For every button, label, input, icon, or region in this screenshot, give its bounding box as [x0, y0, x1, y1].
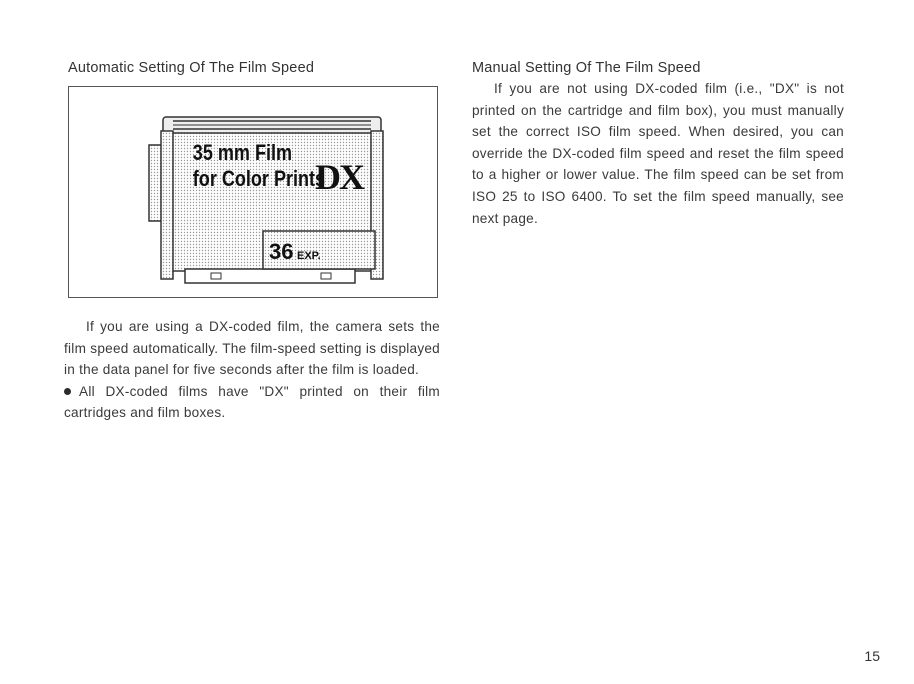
left-column: [64, 58, 440, 424]
dx-logo: DX: [315, 157, 363, 197]
auto-setting-body: [64, 316, 440, 424]
exposure-count: 36: [269, 239, 294, 264]
exposure-unit: EXP.: [297, 250, 321, 262]
page-number: 15: [864, 648, 880, 664]
film-label-line1: 35 mm Film: [192, 141, 293, 166]
bullet-icon: [64, 388, 71, 395]
auto-setting-bullet: [64, 381, 440, 424]
right-column: [472, 58, 844, 229]
film-cartridge-illustration: [69, 87, 439, 299]
bullet-text: All DX-coded films have "DX" printed on their film cartridges and film boxes.: [64, 383, 440, 421]
auto-setting-heading: Automatic Setting Of The Film Speed: [68, 60, 315, 76]
auto-setting-paragraph: If you are using a DX-coded film, the camera sets the film speed automatically. The film-speed setting is displayed in the data panel for five seconds after the film is loaded.: [64, 319, 440, 378]
film-cartridge-figure: [68, 86, 438, 298]
film-label-line2: for Color Prints: [192, 167, 326, 192]
manual-setting-paragraph: If you are not using DX-coded film (i.e., "DX" is not printed on the cartridge and film box), you must manually set the correct ISO film speed. When desired, you can override the DX-coded film speed and reset the film speed to a higher or lower value. The film speed can be set from ISO 25 to ISO 6400. To set the film speed manually, see next page.: [472, 81, 844, 226]
manual-setting-heading: Manual Setting Of The Film Speed: [472, 60, 701, 76]
